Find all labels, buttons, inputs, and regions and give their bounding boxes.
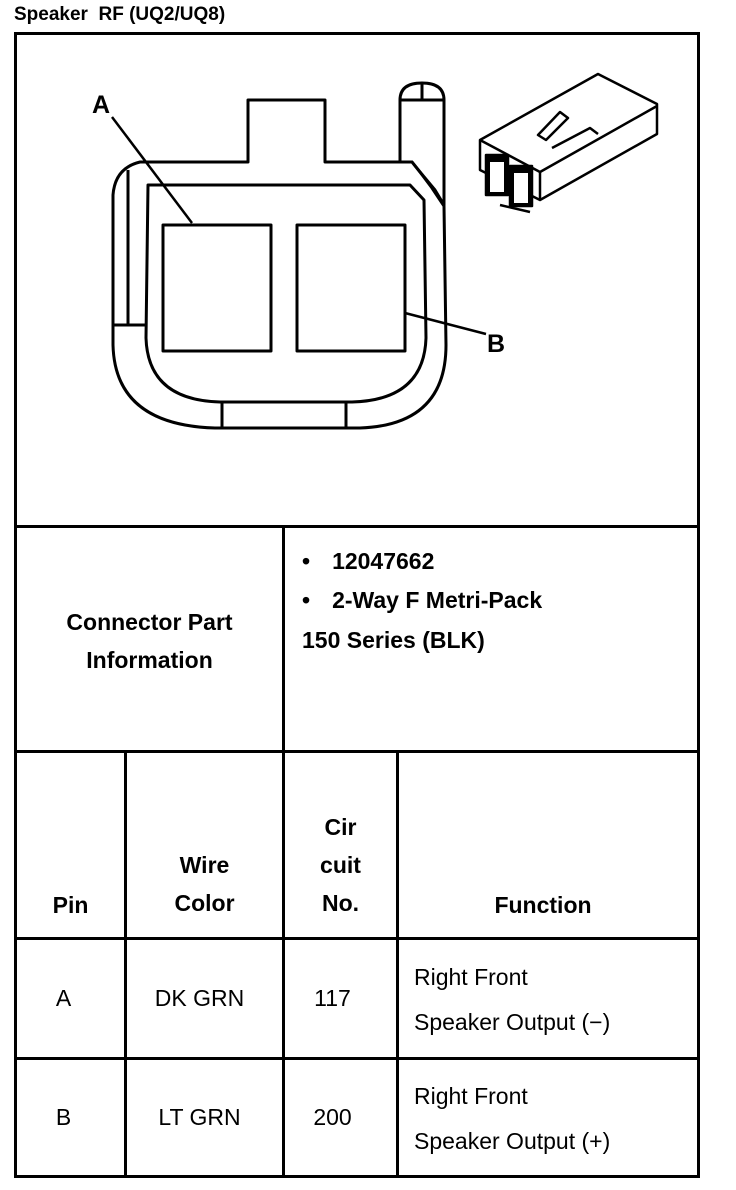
header-wire-color [127,846,282,922]
row-a-function-line2: Speaker Output (−) [414,1009,611,1035]
cavity-a [163,225,271,351]
divider-header-bottom [14,937,700,940]
row-b-function [414,1074,610,1164]
row-a-function-line1: Right Front [414,964,528,990]
connector-diagram [17,35,697,525]
row-b-circuit: 200 [313,1104,352,1130]
divider-diagram-bottom [14,525,700,528]
row-b-function-line2: Speaker Output (+) [414,1128,611,1154]
row-a-circuit: 117 [314,985,351,1011]
divider-info-bottom [14,750,700,753]
header-pin: Pin [52,892,89,918]
header-function: Function [494,892,592,918]
header-circuit-number [285,808,396,922]
connector-perspective-view [480,74,657,212]
bullet-glyph: • [302,587,311,613]
connector-info-label-line1: Connector Part [66,609,233,635]
pin-b-label: B [487,330,506,358]
row-a-wire-color: DK GRN [154,985,245,1011]
header-circuit-line3: No. [321,890,360,916]
row-a-function [414,955,610,1045]
page-title: Speaker RF (UQ2/UQ8) [14,4,226,25]
divider-circuit-column [396,750,399,1178]
connector-type: 2-Way F Metri-Pack [332,587,543,613]
header-circuit-line1: Cir [324,814,357,840]
header-circuit-line2: cuit [320,852,361,878]
connector-series: 150 Series (BLK) [302,627,485,653]
row-b-wire-color: LT GRN [158,1104,241,1130]
cavity-b [297,225,405,351]
divider-row-a-bottom [14,1057,700,1060]
row-b-pin: B [55,1104,72,1130]
connector-info-label-line2: Information [86,647,213,673]
connector-info-item [302,587,542,614]
pin-a-label: A [92,91,111,119]
part-number: 12047662 [332,548,435,574]
connector-info-label [17,603,282,679]
divider-info-column [282,525,285,753]
header-wire-color-line2: Color [174,890,235,916]
row-a-pin: A [55,985,72,1011]
header-wire-color-line1: Wire [179,852,230,878]
connector-info-item [302,548,434,575]
bullet-glyph: • [302,548,311,574]
row-b-function-line1: Right Front [414,1083,528,1109]
